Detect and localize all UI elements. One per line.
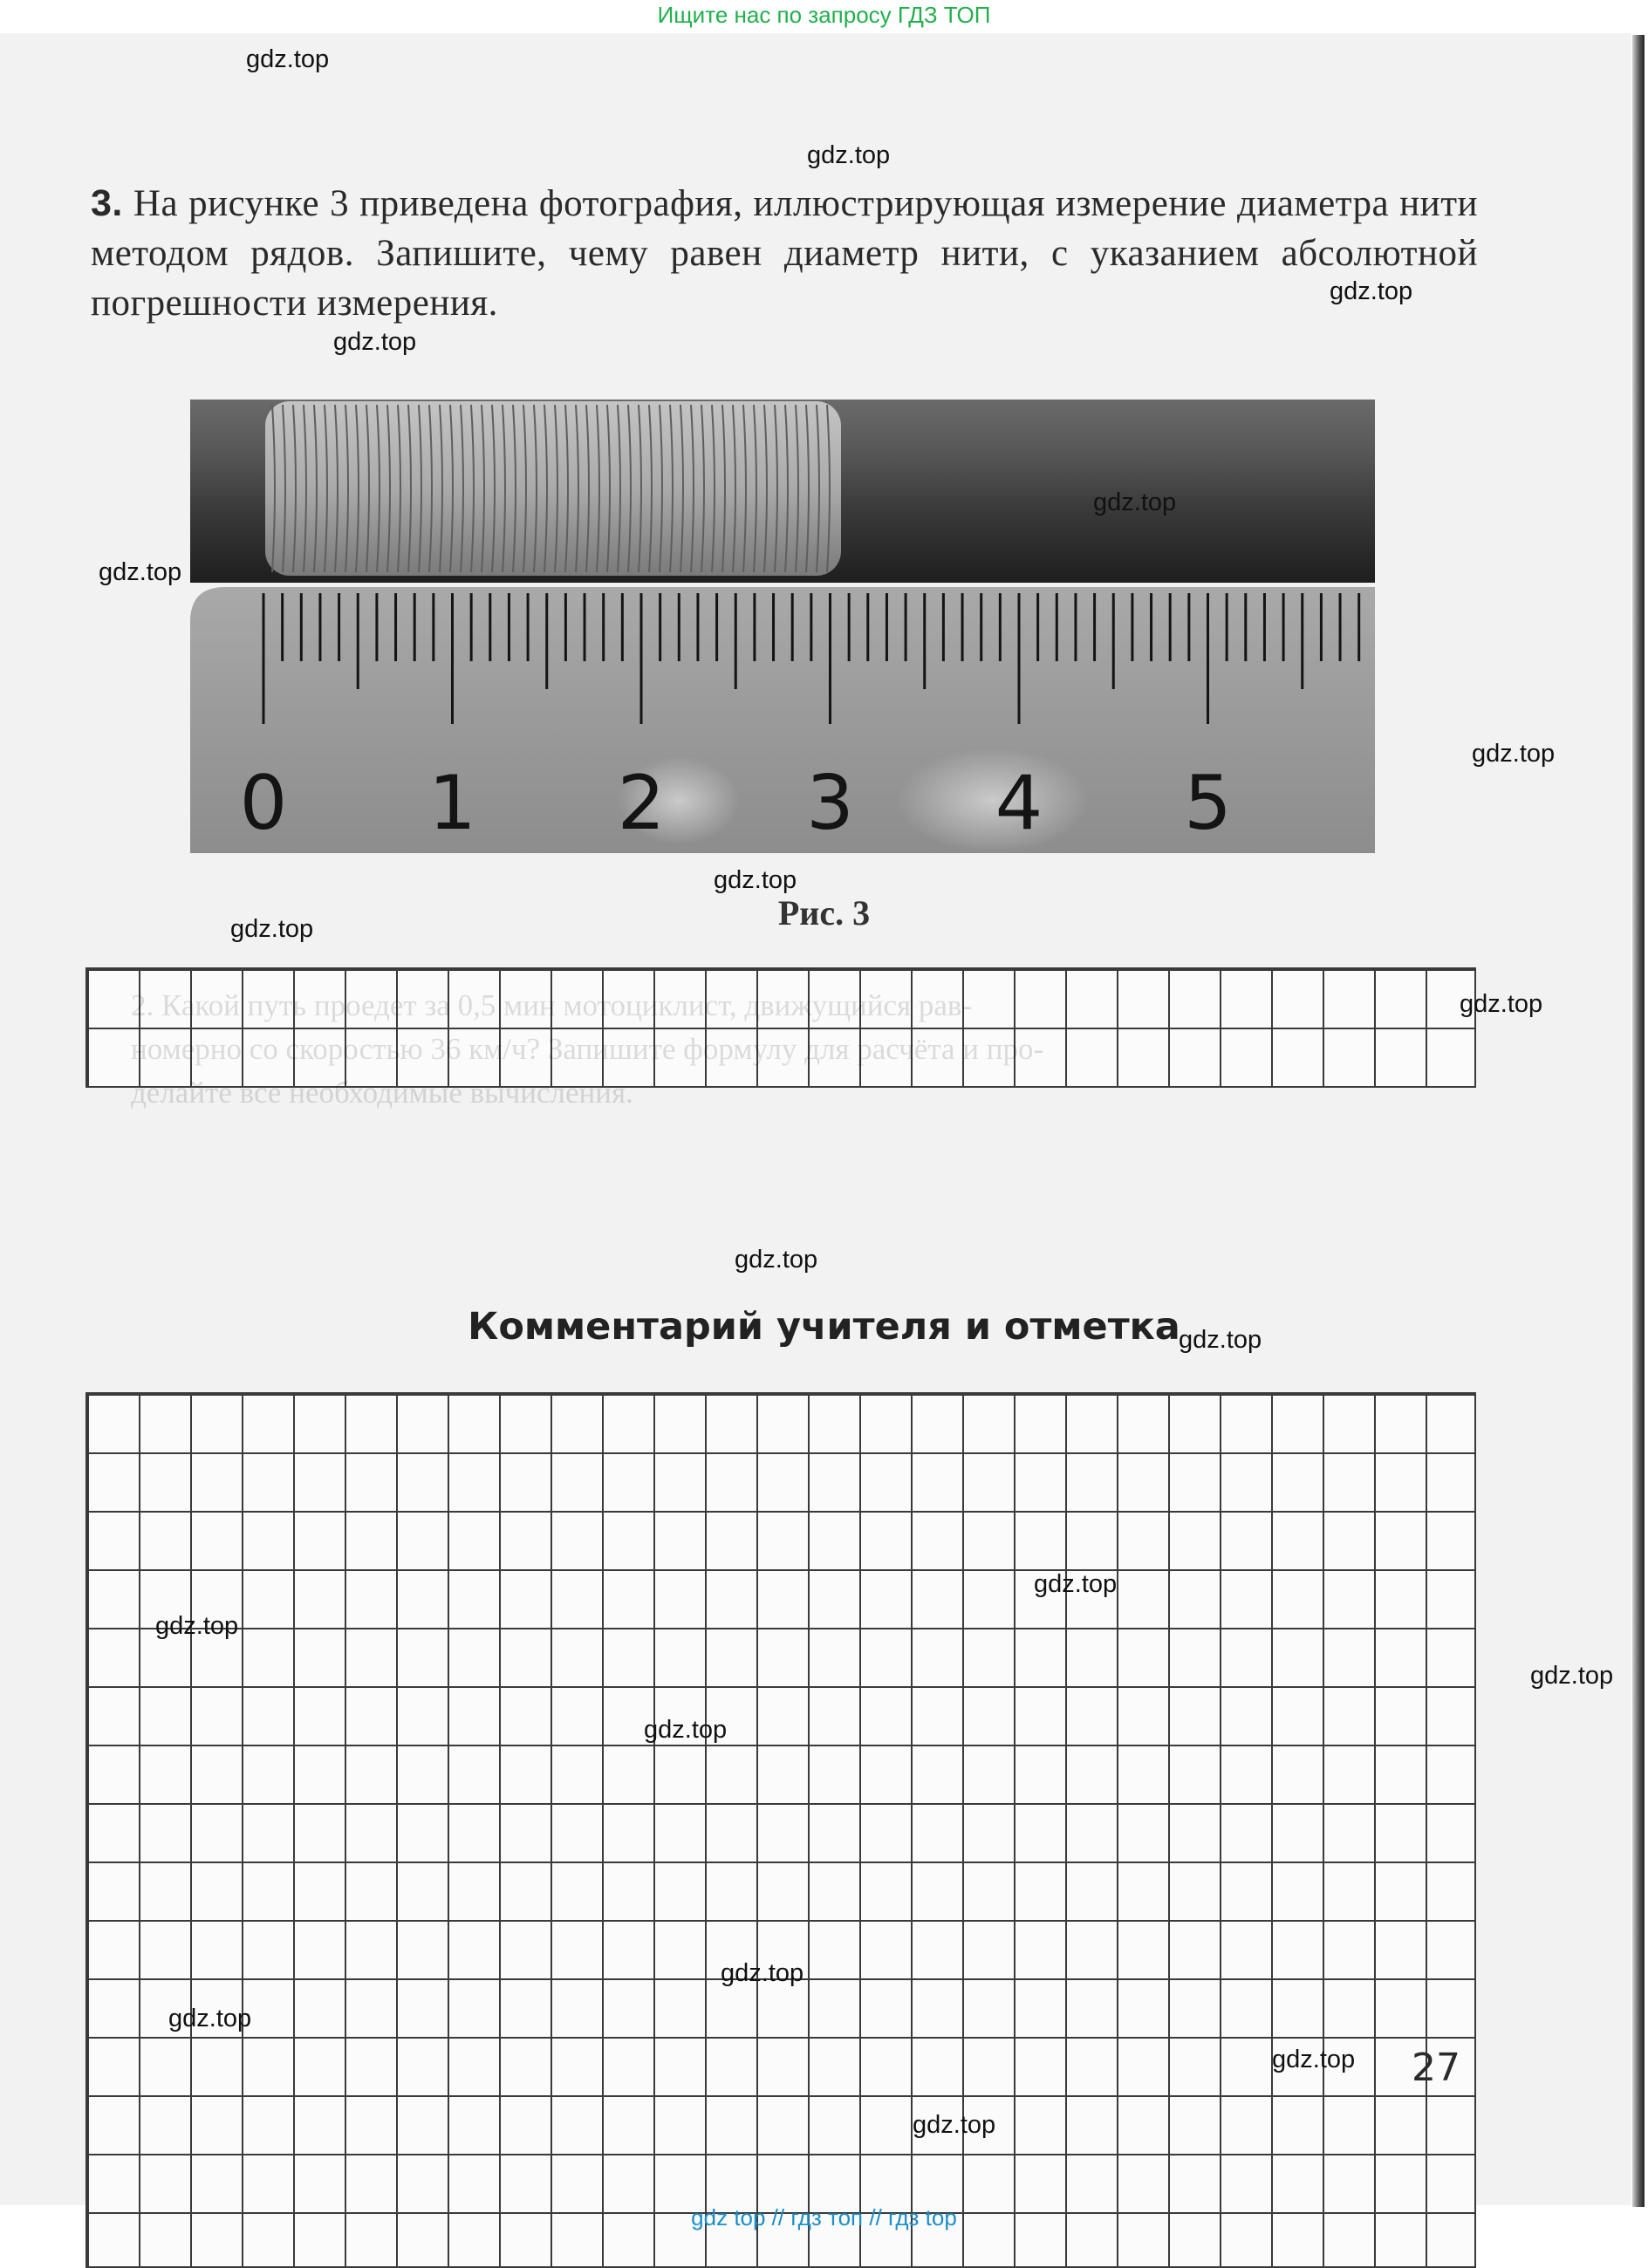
bleed-line-2: номерно со скоростью 36 км/ч? Запишите формулу для расчёта и про- xyxy=(131,1032,1044,1066)
ruler-number: 0 xyxy=(239,760,288,847)
watermark: gdz.top xyxy=(155,1612,239,1640)
watermark: gdz.top xyxy=(1272,2046,1356,2073)
watermark: gdz.top xyxy=(1330,277,1413,305)
watermark: gdz.top xyxy=(99,558,182,586)
teacher-comment-grid[interactable] xyxy=(85,1392,1476,2268)
watermark: gdz.top xyxy=(1093,488,1177,516)
watermark: gdz.top xyxy=(807,141,891,169)
watermark: gdz.top xyxy=(735,1246,818,1274)
figure-caption: Рис. 3 xyxy=(777,893,871,932)
watermark: gdz.top xyxy=(714,866,797,894)
bleed-line-3: делайте все необходимые вычисления. xyxy=(131,1076,633,1110)
watermark: gdz.top xyxy=(913,2111,996,2139)
ruler-number: 4 xyxy=(995,760,1043,847)
watermark: gdz.top xyxy=(246,45,330,73)
task-number: 3. xyxy=(91,182,123,224)
watermark: gdz.top xyxy=(168,2005,252,2032)
watermark: gdz.top xyxy=(1472,740,1556,768)
watermark: gdz.top xyxy=(721,1959,804,1987)
watermark: gdz.top xyxy=(1530,1662,1614,1690)
bleed-line-1: 2. Какой путь проедет за 0,5 мин мотоциклист, движущийся рав- xyxy=(131,988,973,1022)
figure-3-ruler-photo xyxy=(190,400,1375,853)
ruler-number: 2 xyxy=(617,760,666,847)
ruler-number: 1 xyxy=(428,760,476,847)
task-text: На рисунке 3 приведена фотография, иллюстрирующая измерение диаметра нити методом рядов. Запишите, чему равен диаметр нити, с указанием абсолютной погрешности измерения. xyxy=(91,183,1479,324)
watermark: gdz.top xyxy=(1179,1326,1262,1354)
bottom-banner[interactable]: gdz top // гдз топ // гдз top xyxy=(691,2204,957,2230)
teacher-comment-title: Комментарий учителя и отметка xyxy=(468,1305,1180,1349)
top-banner[interactable]: Ищите нас по запросу ГДЗ ТОП xyxy=(657,2,991,28)
page-number: 27 xyxy=(1412,2046,1460,2090)
watermark: gdz.top xyxy=(1034,1570,1118,1598)
watermark: gdz.top xyxy=(333,328,417,356)
task-3 xyxy=(91,179,1478,328)
ruler-number: 3 xyxy=(806,760,854,847)
ruler-number: 5 xyxy=(1184,760,1232,847)
page-edge-shadow xyxy=(1632,35,1645,2207)
watermark: gdz.top xyxy=(644,1716,728,1744)
watermark: gdz.top xyxy=(1460,990,1543,1018)
watermark: gdz.top xyxy=(230,915,314,943)
